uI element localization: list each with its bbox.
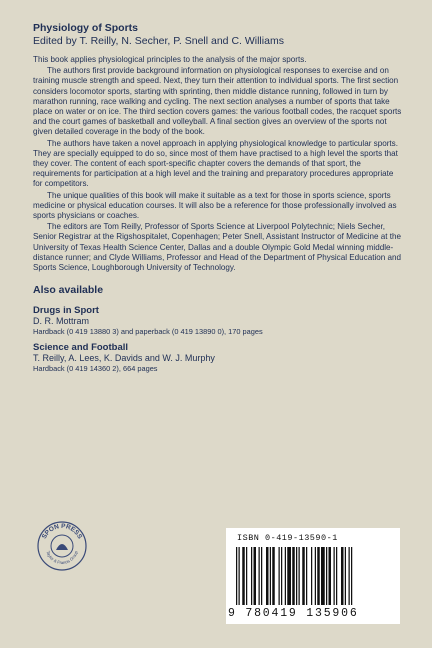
description-paragraph: This book applies physiological principles to the analysis of the major sports. xyxy=(33,55,307,64)
back-cover-content xyxy=(33,22,405,374)
isbn-label: ISBN 0-419-13590-1 xyxy=(237,533,338,543)
description-paragraph: The authors have taken a novel approach in applying physiological knowledge to particular sports. They are specially equipped to do so, since most of them have practised to a high level the sports that they cover. The content of each sport-specific chapter covers the demands of that sport, the requirements for participation at a high level and the training and preparatory procedures appropriate for competitors. xyxy=(33,138,398,189)
book-editors: Edited by T. Reilly, N. Secher, P. Snell and C. Williams xyxy=(33,35,284,47)
logo-text-bottom: Taylor & Francis Group xyxy=(45,550,79,566)
description-paragraph: The authors first provide background information on physiological responses to exercise and on training muscle strength and speed. Next, they turn their attention to individual sports. The first section considers locomotor sports, starting with sprinting, then middle distance running, followed in turn by marathon running, race walking and cycling. The next section analyses a number of sports that take place on water or on ice. The third section covers games: the various football codes, the racquet sports and the court games of basketball and volleyball. A final section gives an overview of the sports not given detailed coverage in the body of the book. xyxy=(33,66,402,137)
book-title: Physiology of Sports xyxy=(33,22,139,34)
barcode-panel xyxy=(226,528,400,624)
related-book xyxy=(33,305,405,337)
barcode-number: 9 780419 135906 xyxy=(228,607,359,620)
related-book-author: T. Reilly, A. Lees, K. Davids and W. J. Murphy xyxy=(33,353,215,364)
editors-bio-paragraph: The editors are Tom Reilly, Professor of Sports Science at Liverpool Polytechnic; Niels Secher, Senior Registrar at the Rigshospitalet, Copenhagen; Peter Snell, Assistant Instructor of Medicine at the University of Texas Health Science Center, Dallas and a double Olympic Gold Medal winning middle-distance runner; and Clyde Williams, Professor and Head of the Department of Physical Education and Sports Science, Loughborough University of Technology. xyxy=(33,222,402,273)
related-book-details: Hardback (0 419 14360 2), 664 pages xyxy=(33,364,158,374)
related-book-title: Science and Football xyxy=(33,342,129,354)
svg-text:SPON PRESS xyxy=(41,523,84,541)
spon-press-logo-icon xyxy=(36,520,88,572)
related-book-details: Hardback (0 419 13880 3) and paperback (0 419 13890 0), 170 pages xyxy=(33,327,263,337)
logo-text-top: SPON PRESS xyxy=(40,522,84,541)
barcode-icon xyxy=(236,547,390,605)
related-book xyxy=(33,342,405,374)
also-available-heading: Also available xyxy=(33,284,104,297)
description-paragraph: The unique qualities of this book will make it suitable as a text for those in sports science, sports medicine or physical education courses. It will also be a reference for those professionally involved as sports physicians or coaches. xyxy=(33,190,397,221)
related-book-author: D. R. Mottram xyxy=(33,316,90,327)
related-book-title: Drugs in Sport xyxy=(33,305,99,317)
